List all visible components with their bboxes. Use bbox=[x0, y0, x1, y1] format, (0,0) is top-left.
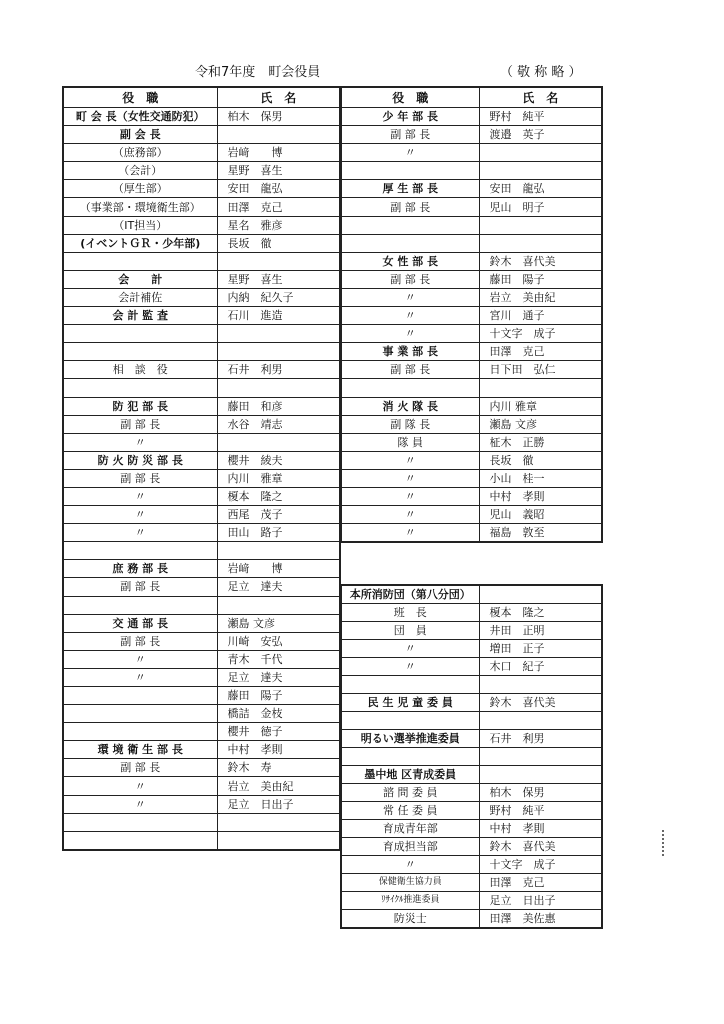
table-row bbox=[63, 433, 340, 451]
table-row bbox=[341, 108, 602, 126]
table-row bbox=[63, 469, 340, 487]
name-cell: 十文字 成子 bbox=[479, 325, 602, 343]
role-cell: 会 計 監 査 bbox=[63, 307, 217, 325]
role-cell: 隊 員 bbox=[341, 433, 479, 451]
name-cell: 藤田 和彦 bbox=[217, 397, 340, 415]
role-cell: 相 談 役 bbox=[63, 361, 217, 379]
name-cell: 足立 日出子 bbox=[479, 891, 602, 909]
role-cell: 厚 生 部 長 bbox=[341, 180, 479, 198]
table-row bbox=[63, 542, 340, 560]
role-cell: 〃 bbox=[341, 307, 479, 325]
table-row bbox=[63, 379, 340, 397]
name-cell: 岩﨑 博 bbox=[217, 560, 340, 578]
name-cell: 安田 龍弘 bbox=[217, 180, 340, 198]
name-cell: 岩立 美由紀 bbox=[217, 777, 340, 795]
name-cell bbox=[479, 144, 602, 162]
table-row bbox=[341, 451, 602, 469]
table-row bbox=[63, 668, 340, 686]
role-cell: 防災士 bbox=[341, 909, 479, 928]
table-row bbox=[63, 705, 340, 723]
role-cell bbox=[63, 831, 217, 850]
table-row bbox=[341, 397, 602, 415]
name-cell: 櫻井 綾夫 bbox=[217, 451, 340, 469]
name-cell bbox=[217, 126, 340, 144]
role-cell: 墨中地 区青成委員 bbox=[341, 765, 479, 783]
table-row bbox=[63, 506, 340, 524]
table-row bbox=[63, 524, 340, 542]
name-cell: 田澤 克己 bbox=[479, 873, 602, 891]
committee-table bbox=[340, 584, 603, 929]
name-cell: 児山 義昭 bbox=[479, 506, 602, 524]
table-row bbox=[63, 108, 340, 126]
table-row bbox=[341, 361, 602, 379]
table-row bbox=[63, 343, 340, 361]
role-cell: 諮 問 委 員 bbox=[341, 783, 479, 801]
table-row bbox=[341, 343, 602, 361]
name-cell: 星名 雅彦 bbox=[217, 216, 340, 234]
table-row bbox=[341, 325, 602, 343]
role-cell bbox=[63, 343, 217, 361]
name-cell: 木口 紀子 bbox=[479, 658, 602, 676]
name-cell bbox=[217, 433, 340, 451]
name-cell: 西尾 茂子 bbox=[217, 506, 340, 524]
table-row bbox=[63, 451, 340, 469]
name-cell: 内川 雅章 bbox=[217, 469, 340, 487]
role-cell: 副 部 長 bbox=[63, 632, 217, 650]
name-cell bbox=[479, 711, 602, 729]
role-cell: 副 部 長 bbox=[341, 198, 479, 216]
role-cell: (イベントＧＲ・少年部) bbox=[63, 234, 217, 252]
name-cell: 鈴木 寿 bbox=[217, 759, 340, 777]
role-cell: 〃 bbox=[341, 288, 479, 306]
role-cell: 保健衛生協力員 bbox=[341, 873, 479, 891]
name-cell: 十文字 成子 bbox=[479, 855, 602, 873]
name-cell: 藤田 陽子 bbox=[217, 687, 340, 705]
role-cell bbox=[63, 252, 217, 270]
name-cell: 日下田 弘仁 bbox=[479, 361, 602, 379]
role-cell bbox=[341, 747, 479, 765]
table-row bbox=[341, 873, 602, 891]
name-cell bbox=[217, 252, 340, 270]
role-cell: 〃 bbox=[341, 469, 479, 487]
table-row bbox=[341, 469, 602, 487]
officers-table-left bbox=[62, 86, 341, 851]
table-row bbox=[341, 837, 602, 855]
role-cell: （会計） bbox=[63, 162, 217, 180]
table-row bbox=[341, 180, 602, 198]
name-cell: 長坂 徹 bbox=[217, 234, 340, 252]
table-row bbox=[63, 777, 340, 795]
role-cell: 副 部 長 bbox=[63, 469, 217, 487]
role-cell bbox=[63, 596, 217, 614]
name-cell: 榎本 隆之 bbox=[217, 487, 340, 505]
table-row bbox=[63, 831, 340, 850]
name-cell: 石川 進造 bbox=[217, 307, 340, 325]
name-cell: 小山 桂一 bbox=[479, 469, 602, 487]
name-cell: 安田 龍弘 bbox=[479, 180, 602, 198]
table-row bbox=[341, 379, 602, 397]
name-cell bbox=[479, 216, 602, 234]
name-cell: 瀬島 文彦 bbox=[479, 415, 602, 433]
role-cell: 庶 務 部 長 bbox=[63, 560, 217, 578]
role-cell bbox=[341, 379, 479, 397]
table-row bbox=[63, 162, 340, 180]
role-cell: 〃 bbox=[341, 144, 479, 162]
name-cell: 井田 正明 bbox=[479, 622, 602, 640]
role-cell bbox=[63, 379, 217, 397]
role-cell: 〃 bbox=[341, 524, 479, 543]
role-cell: （厚生部） bbox=[63, 180, 217, 198]
name-cell bbox=[217, 831, 340, 850]
role-cell: 〃 bbox=[63, 795, 217, 813]
name-cell: 石井 利男 bbox=[217, 361, 340, 379]
role-cell: 〃 bbox=[341, 451, 479, 469]
role-cell bbox=[341, 676, 479, 694]
role-cell: ﾘｻｲｸﾙ推進委員 bbox=[341, 891, 479, 909]
name-cell: 榎本 隆之 bbox=[479, 604, 602, 622]
name-header: 氏 名 bbox=[479, 87, 602, 108]
role-cell: 〃 bbox=[63, 650, 217, 668]
role-cell: 〃 bbox=[341, 325, 479, 343]
role-cell: 育成青年部 bbox=[341, 819, 479, 837]
role-cell: 副 部 長 bbox=[341, 126, 479, 144]
role-cell: 〃 bbox=[341, 487, 479, 505]
role-cell: 副 部 長 bbox=[63, 759, 217, 777]
table-row bbox=[341, 909, 602, 928]
name-cell bbox=[217, 325, 340, 343]
name-cell: 水谷 靖志 bbox=[217, 415, 340, 433]
name-cell: 石井 利男 bbox=[479, 729, 602, 747]
table-row bbox=[341, 270, 602, 288]
role-cell: 町 会 長（女性交通防犯） bbox=[63, 108, 217, 126]
name-cell: 鈴木 喜代美 bbox=[479, 837, 602, 855]
role-header: 役 職 bbox=[341, 87, 479, 108]
name-cell: 藤田 陽子 bbox=[479, 270, 602, 288]
table-row bbox=[341, 216, 602, 234]
name-cell bbox=[479, 585, 602, 604]
table-row bbox=[341, 819, 602, 837]
role-cell: 事 業 部 長 bbox=[341, 343, 479, 361]
role-cell: 女 性 部 長 bbox=[341, 252, 479, 270]
name-cell: 鈴木 喜代美 bbox=[479, 252, 602, 270]
role-cell: 会計補佐 bbox=[63, 288, 217, 306]
role-cell bbox=[341, 216, 479, 234]
table-row bbox=[63, 795, 340, 813]
name-cell: 足立 達夫 bbox=[217, 668, 340, 686]
name-cell: 柏木 保男 bbox=[479, 783, 602, 801]
name-cell bbox=[217, 542, 340, 560]
table-row bbox=[341, 676, 602, 694]
role-cell: 環 境 衛 生 部 長 bbox=[63, 741, 217, 759]
name-cell: 宮川 通子 bbox=[479, 307, 602, 325]
name-cell bbox=[479, 676, 602, 694]
role-cell bbox=[63, 687, 217, 705]
role-header: 役 職 bbox=[63, 87, 217, 108]
name-cell: 中村 孝則 bbox=[217, 741, 340, 759]
name-cell: 野村 純平 bbox=[479, 801, 602, 819]
name-cell: 中村 孝則 bbox=[479, 819, 602, 837]
table-row bbox=[63, 307, 340, 325]
table-row bbox=[63, 361, 340, 379]
role-cell: 〃 bbox=[63, 777, 217, 795]
name-cell: 鈴木 喜代美 bbox=[479, 693, 602, 711]
table-row bbox=[341, 693, 602, 711]
role-cell: 消 火 隊 長 bbox=[341, 397, 479, 415]
table-row bbox=[63, 560, 340, 578]
name-cell: 足立 達夫 bbox=[217, 578, 340, 596]
table-row bbox=[341, 433, 602, 451]
role-cell: 副 部 長 bbox=[63, 578, 217, 596]
table-row bbox=[341, 415, 602, 433]
name-cell: 増田 正子 bbox=[479, 640, 602, 658]
role-cell bbox=[63, 542, 217, 560]
table-row bbox=[63, 415, 340, 433]
name-cell: 田山 路子 bbox=[217, 524, 340, 542]
table-row bbox=[341, 234, 602, 252]
table-row bbox=[63, 650, 340, 668]
name-cell: 田澤 克己 bbox=[479, 343, 602, 361]
name-cell: 長坂 徹 bbox=[479, 451, 602, 469]
role-cell bbox=[63, 705, 217, 723]
name-cell bbox=[479, 765, 602, 783]
role-cell: 会 計 bbox=[63, 270, 217, 288]
role-cell: 〃 bbox=[341, 506, 479, 524]
name-cell: 福島 敦至 bbox=[479, 524, 602, 543]
name-cell: 星野 喜生 bbox=[217, 270, 340, 288]
role-cell bbox=[63, 723, 217, 741]
role-cell: 〃 bbox=[63, 668, 217, 686]
role-cell: 副 会 長 bbox=[63, 126, 217, 144]
table-row bbox=[63, 288, 340, 306]
table-row bbox=[341, 855, 602, 873]
role-cell: 団 員 bbox=[341, 622, 479, 640]
name-cell bbox=[217, 379, 340, 397]
role-cell: 副 部 長 bbox=[341, 361, 479, 379]
name-cell: 渡邉 英子 bbox=[479, 126, 602, 144]
role-cell: 育成担当部 bbox=[341, 837, 479, 855]
table-row bbox=[63, 234, 340, 252]
role-cell bbox=[63, 813, 217, 831]
role-cell: 〃 bbox=[63, 433, 217, 451]
table-row bbox=[63, 397, 340, 415]
role-cell bbox=[341, 162, 479, 180]
name-header: 氏 名 bbox=[217, 87, 340, 108]
table-row bbox=[341, 144, 602, 162]
name-cell bbox=[217, 813, 340, 831]
role-cell: 〃 bbox=[63, 506, 217, 524]
name-cell: 内川 雅章 bbox=[479, 397, 602, 415]
table-row bbox=[63, 487, 340, 505]
page-title: 令和7年度 町会役員 bbox=[195, 65, 321, 80]
table-row bbox=[341, 640, 602, 658]
role-cell: 民 生 児 童 委 員 bbox=[341, 693, 479, 711]
name-cell: 田澤 美佐惠 bbox=[479, 909, 602, 928]
role-cell: 防 犯 部 長 bbox=[63, 397, 217, 415]
table-row bbox=[341, 801, 602, 819]
table-row bbox=[63, 144, 340, 162]
name-cell bbox=[479, 162, 602, 180]
name-cell: 柏木 保男 bbox=[217, 108, 340, 126]
name-cell bbox=[479, 234, 602, 252]
name-cell: 児山 明子 bbox=[479, 198, 602, 216]
table-row bbox=[341, 783, 602, 801]
table-row bbox=[341, 487, 602, 505]
name-cell: 田澤 克己 bbox=[217, 198, 340, 216]
table-row bbox=[341, 658, 602, 676]
role-cell: 明るい選挙推進委員 bbox=[341, 729, 479, 747]
table-row bbox=[341, 162, 602, 180]
role-cell: 班 長 bbox=[341, 604, 479, 622]
name-cell: 青木 千代 bbox=[217, 650, 340, 668]
table-row bbox=[341, 126, 602, 144]
table-row bbox=[63, 759, 340, 777]
name-cell: 内納 紀久子 bbox=[217, 288, 340, 306]
table-row bbox=[341, 622, 602, 640]
table-row bbox=[63, 270, 340, 288]
name-cell: 岩﨑 博 bbox=[217, 144, 340, 162]
table-row bbox=[63, 180, 340, 198]
table-row bbox=[63, 578, 340, 596]
table-row bbox=[63, 325, 340, 343]
role-cell: （IT担当） bbox=[63, 216, 217, 234]
role-cell: （庶務部） bbox=[63, 144, 217, 162]
table-row bbox=[63, 723, 340, 741]
name-cell: 瀬島 文彦 bbox=[217, 614, 340, 632]
officers-table-right bbox=[340, 86, 603, 543]
role-cell: 交 通 部 長 bbox=[63, 614, 217, 632]
role-cell: 防 火 防 災 部 長 bbox=[63, 451, 217, 469]
table-row bbox=[63, 216, 340, 234]
table-row bbox=[341, 506, 602, 524]
table-row bbox=[341, 585, 602, 604]
role-cell bbox=[63, 325, 217, 343]
name-cell bbox=[217, 343, 340, 361]
role-cell: 常 任 委 員 bbox=[341, 801, 479, 819]
table-row bbox=[341, 747, 602, 765]
table-row bbox=[63, 126, 340, 144]
role-cell: 〃 bbox=[63, 487, 217, 505]
name-cell: 川崎 安弘 bbox=[217, 632, 340, 650]
name-cell: 櫻井 徳子 bbox=[217, 723, 340, 741]
table-row bbox=[341, 604, 602, 622]
role-cell: 少 年 部 長 bbox=[341, 108, 479, 126]
table-row bbox=[63, 813, 340, 831]
scan-mark bbox=[662, 830, 666, 856]
table-row bbox=[63, 252, 340, 270]
name-cell: 野村 純平 bbox=[479, 108, 602, 126]
role-cell: 〃 bbox=[341, 855, 479, 873]
name-cell bbox=[479, 747, 602, 765]
table-row bbox=[341, 729, 602, 747]
name-cell bbox=[217, 596, 340, 614]
role-cell bbox=[341, 234, 479, 252]
table-row bbox=[341, 891, 602, 909]
table-row bbox=[63, 198, 340, 216]
table-row bbox=[341, 288, 602, 306]
table-row bbox=[341, 252, 602, 270]
name-cell: 星野 喜生 bbox=[217, 162, 340, 180]
role-cell: （事業部・環境衛生部） bbox=[63, 198, 217, 216]
name-cell bbox=[479, 379, 602, 397]
table-row bbox=[63, 596, 340, 614]
role-cell: 副 部 長 bbox=[63, 415, 217, 433]
role-cell: 本所消防団（第八分団） bbox=[341, 585, 479, 604]
name-cell: 柾木 正勝 bbox=[479, 433, 602, 451]
name-cell: 岩立 美由紀 bbox=[479, 288, 602, 306]
name-cell: 中村 孝則 bbox=[479, 487, 602, 505]
table-row bbox=[341, 307, 602, 325]
table-row bbox=[63, 687, 340, 705]
role-cell: 副 部 長 bbox=[341, 270, 479, 288]
name-cell: 足立 日出子 bbox=[217, 795, 340, 813]
honorific-note: （ 敬 称 略 ） bbox=[500, 65, 582, 80]
role-cell: 〃 bbox=[63, 524, 217, 542]
role-cell bbox=[341, 711, 479, 729]
table-row bbox=[341, 711, 602, 729]
table-row bbox=[341, 765, 602, 783]
table-row bbox=[63, 741, 340, 759]
name-cell: 橋詰 金枝 bbox=[217, 705, 340, 723]
table-row bbox=[341, 524, 602, 543]
table-row bbox=[63, 632, 340, 650]
role-cell: 〃 bbox=[341, 640, 479, 658]
role-cell: 副 隊 長 bbox=[341, 415, 479, 433]
table-row bbox=[63, 614, 340, 632]
role-cell: 〃 bbox=[341, 658, 479, 676]
table-row bbox=[341, 198, 602, 216]
